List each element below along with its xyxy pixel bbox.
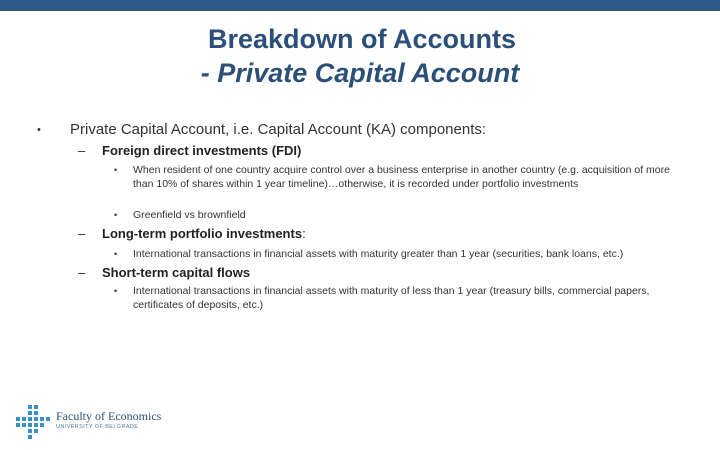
section-heading-fdi: Foreign direct investments (FDI) <box>102 143 302 158</box>
list-item-text: International transactions in financial assets with maturity greater than 1 year (securities, bank loans, etc.) <box>133 248 624 260</box>
slide-title <box>0 22 720 90</box>
list-item-text: International transactions in financial assets with maturity of less than 1 year (treasury bills, commercial papers, certificates of deposits, etc.) <box>133 285 650 311</box>
top-accent-bar <box>0 0 720 11</box>
bullet-marker: • <box>114 286 118 296</box>
slide-title-line1: Breakdown of Accounts <box>207 24 517 54</box>
dash-marker: – <box>78 143 86 158</box>
intro-text: Private Capital Account, i.e. Capital Account (KA) components: <box>70 121 487 138</box>
faculty-logo <box>16 405 166 443</box>
bullet-marker: • <box>37 124 41 136</box>
bullet-marker: • <box>114 249 118 259</box>
bullet-marker: • <box>114 165 118 175</box>
slide-title-line2: - Private Capital Account <box>200 58 520 88</box>
logo-subtitle: UNIVERSITY OF BELGRADE <box>56 424 139 430</box>
list-item-text: Greenfield vs brownfield <box>133 209 246 221</box>
section-heading-short-term: Short-term capital flows <box>102 265 251 280</box>
list-item-text: When resident of one country acquire control over a business enterprise in another country (e.g. acquisition of more than 10% of shares within 1 year timeline)…otherwise, it is recorded under portfolio investments <box>133 164 670 190</box>
section-heading-suffix: : <box>302 226 306 241</box>
dash-marker: – <box>78 265 86 280</box>
bullet-marker: • <box>114 210 118 220</box>
dash-marker: – <box>78 226 86 241</box>
dotted-cross-logo-icon <box>16 405 50 439</box>
logo-name: Faculty of Economics <box>56 409 162 423</box>
section-heading-long-term: Long-term portfolio investments <box>102 226 303 241</box>
